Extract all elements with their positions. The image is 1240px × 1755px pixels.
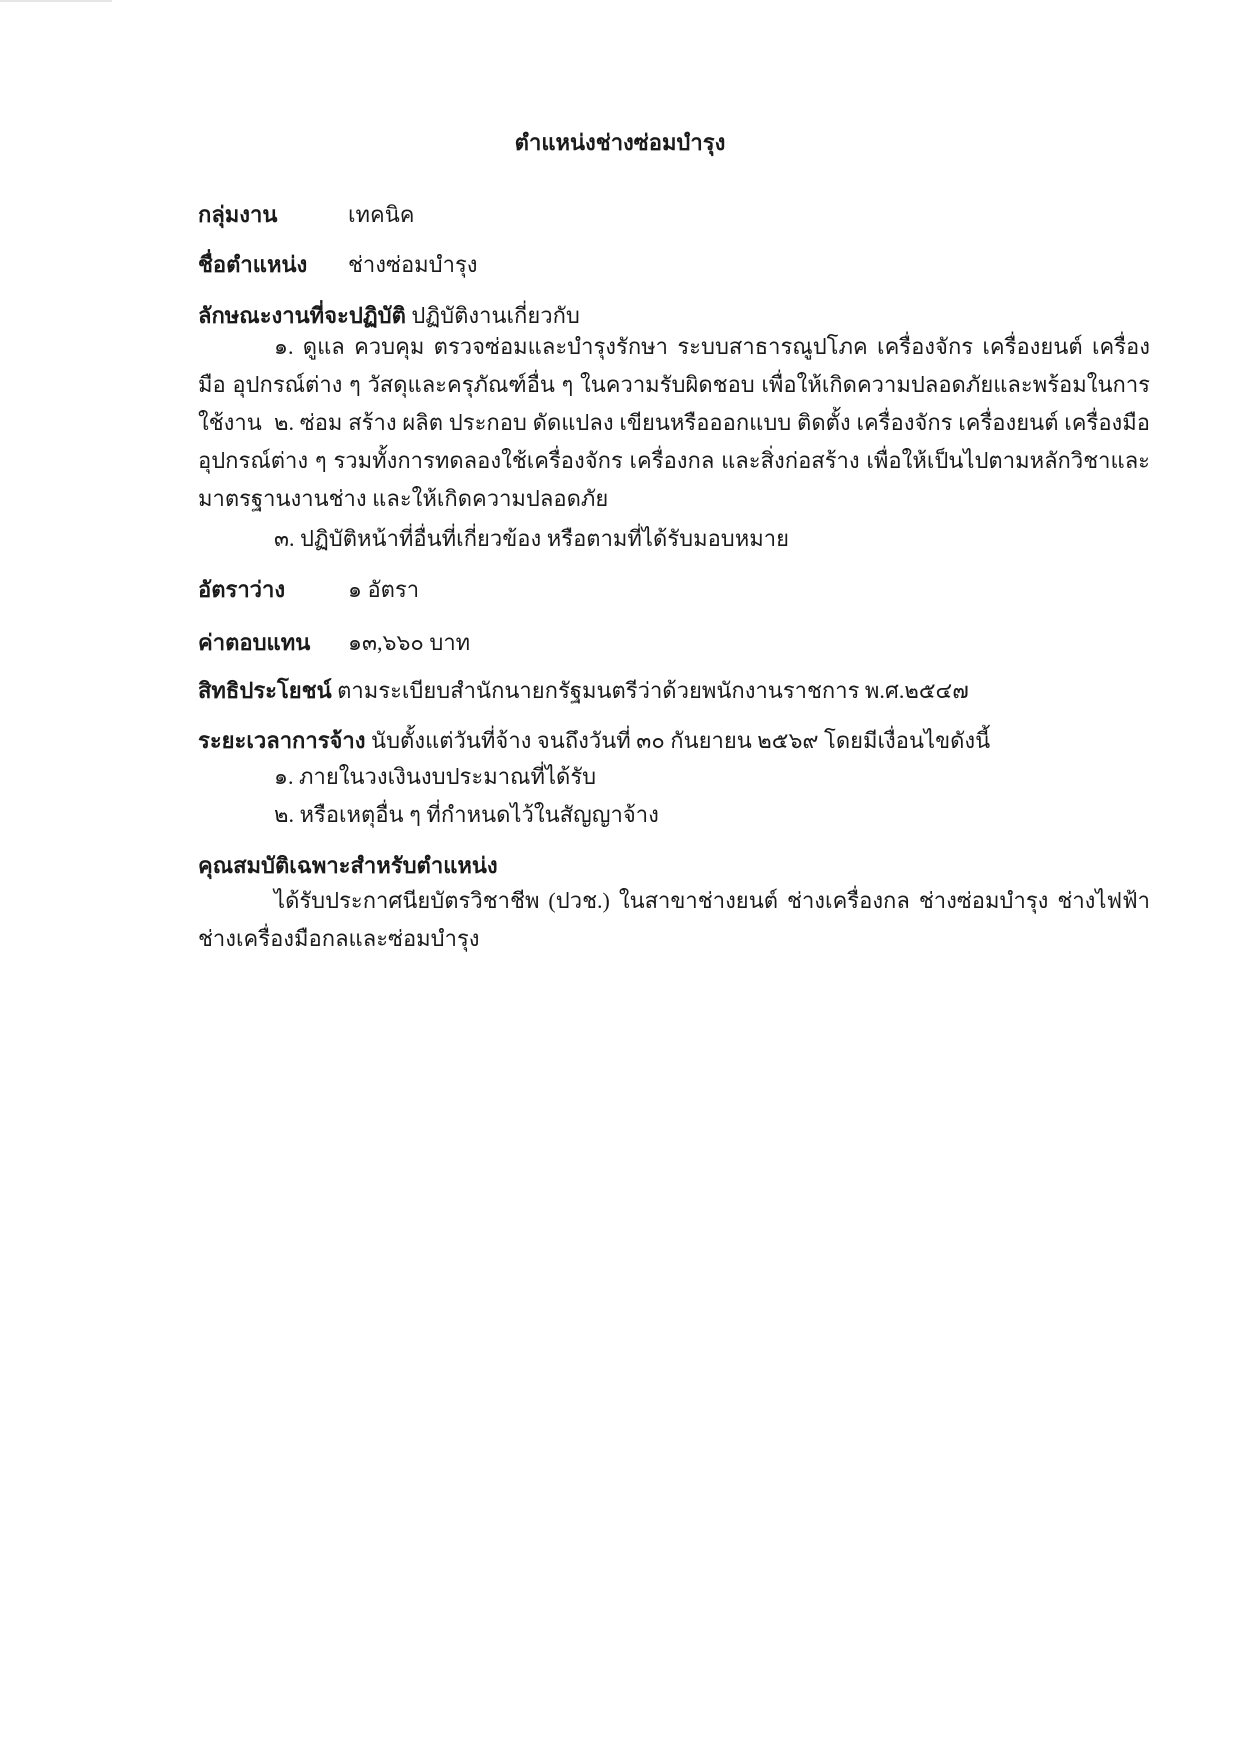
compensation-label: ค่าตอบแทน [198,630,311,655]
work-group-value: เทคนิค [348,202,415,227]
employment-condition-1: ๑. ภายในวงเงินงบประมาณที่ได้รับ [274,764,597,789]
benefits-value: ตามระเบียบสำนักนายกรัฐมนตรีว่าด้วยพนักงานราชการ พ.ศ.๒๕๔๗ [337,678,969,703]
employment-period-value: นับตั้งแต่วันที่จ้าง จนถึงวันที่ ๓๐ กันยายน ๒๕๖๙ โดยมีเงื่อนไขดังนี้ [371,728,991,753]
duties-label: ลักษณะงานที่จะปฏิบัติ [198,303,406,328]
duty-item-2: ๒. ซ่อม สร้าง ผลิต ประกอบ ดัดแปลง เขียนหรือออกแบบ ติดตั้ง เครื่องจักร เครื่องยนต์ เครื่องมือ อุปกรณ์ต่าง ๆ รวมทั้งการทดลองใช้เครื่องจักร เครื่องกล และสิ่งก่อสร้าง เพื่อให้เป็นไปตามหลักวิชาและมาตรฐานงานช่าง และให้เกิดความปลอดภัย [198,410,1150,511]
position-name-label: ชื่อตำแหน่ง [198,252,308,277]
qualifications-label: คุณสมบัติเฉพาะสำหรับตำแหน่ง [198,853,498,878]
position-name-row [198,250,478,280]
qualifications-text: ได้รับประกาศนียบัตรวิชาชีพ (ปวช.) ในสาขาช่างยนต์ ช่างเครื่องกล ช่างซ่อมบำรุง ช่างไฟฟ้า ช่างเครื่องมือกลและซ่อมบำรุง [198,888,1150,951]
work-group-row [198,200,415,230]
document-title: ตำแหน่งช่างซ่อมบำรุง [514,130,726,155]
work-group-label: กลุ่มงาน [198,202,278,227]
duties-intro: ปฏิบัติงานเกี่ยวกับ [411,303,580,328]
compensation-value: ๑๓,๖๖๐ บาท [348,630,471,655]
vacancy-value: ๑ อัตรา [348,577,420,602]
scan-edge-mark [0,0,112,2]
duty-item-1: ๑. ดูแล ควบคุม ตรวจซ่อมและบำรุงรักษา ระบบสาธารณูปโภค เครื่องจักร เครื่องยนต์ เครื่องมือ อุปกรณ์ต่าง ๆ วัสดุและครุภัณฑ์อื่น ๆ ในความรับผิดชอบ เพื่อให้เกิดความปลอดภัยและพร้อมในการใช้งาน [198,334,1150,435]
employment-period-row [198,726,990,756]
duty-item-3: ๓. ปฏิบัติหน้าที่อื่นที่เกี่ยวข้อง หรือตามที่ได้รับมอบหมาย [274,526,789,551]
benefits-label: สิทธิประโยชน์ [198,678,332,703]
vacancy-label: อัตราว่าง [198,577,286,602]
vacancy-row [198,575,420,605]
qualifications-row [198,851,498,881]
employment-period-label: ระยะเวลาการจ้าง [198,728,366,753]
employment-condition-2: ๒. หรือเหตุอื่น ๆ ที่กำหนดไว้ในสัญญาจ้าง [274,802,659,827]
compensation-row [198,628,471,658]
duties-row [198,301,580,331]
benefits-row [198,676,969,706]
position-name-value: ช่างซ่อมบำรุง [348,252,478,277]
